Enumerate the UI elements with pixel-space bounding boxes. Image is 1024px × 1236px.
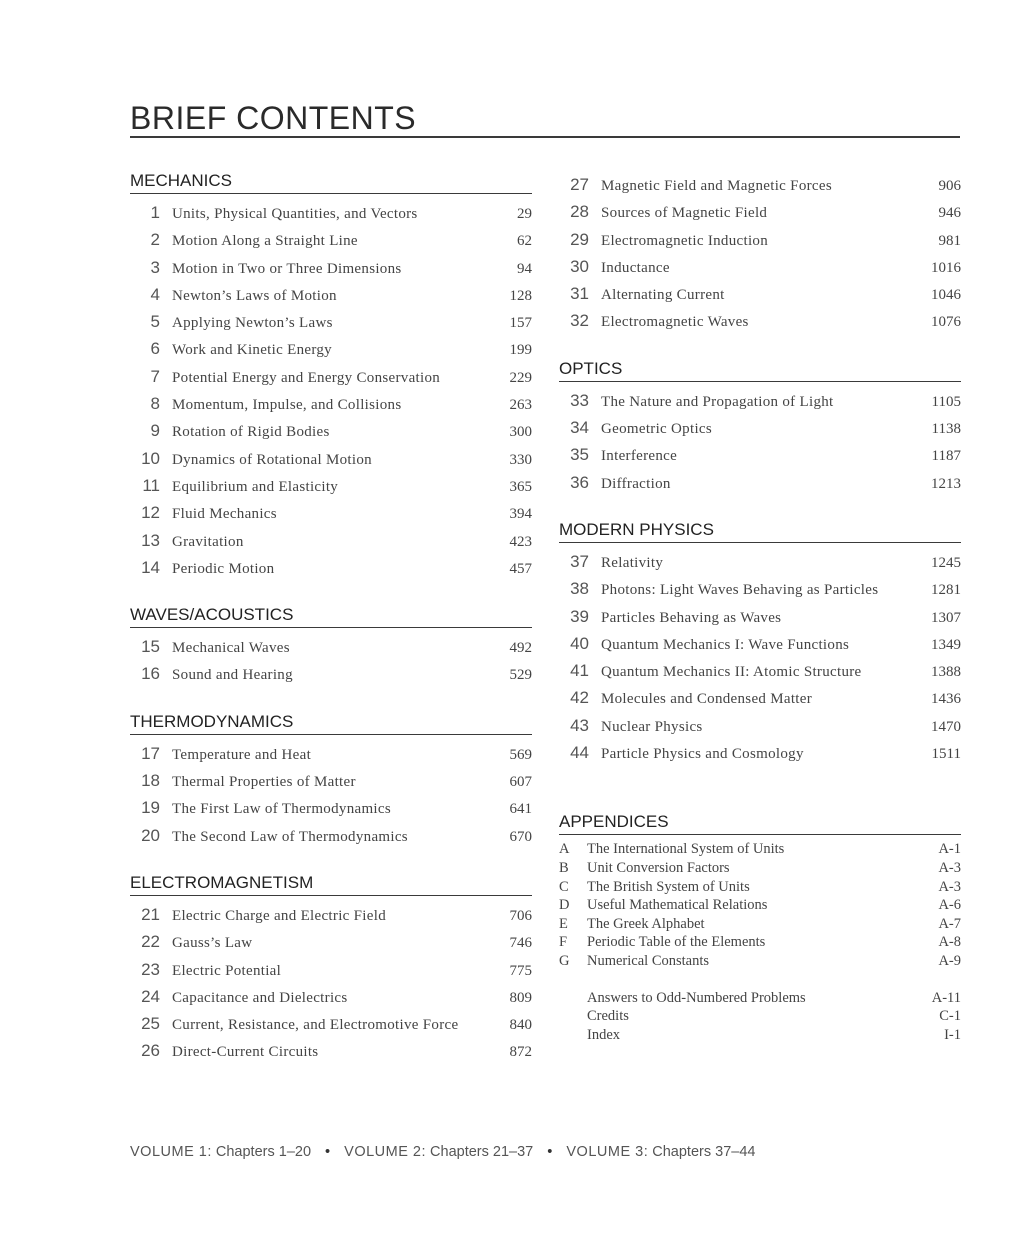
chapter-row xyxy=(130,363,532,390)
section-heading: OPTICS xyxy=(559,359,961,382)
appendix-title: The International System of Units xyxy=(587,841,785,858)
chapter-page: 1245 xyxy=(931,554,961,571)
contents-section xyxy=(130,605,532,688)
chapter-page: 62 xyxy=(517,233,532,250)
chapter-title: Electric Charge and Electric Field xyxy=(172,907,387,924)
chapter-number: 5 xyxy=(150,312,160,332)
chapter-row xyxy=(130,308,532,335)
chapter-number: 32 xyxy=(570,311,589,331)
appendices-section xyxy=(559,812,961,1044)
chapter-row xyxy=(130,794,532,821)
chapter-number: 7 xyxy=(150,366,160,386)
back-matter-row xyxy=(559,1026,961,1045)
chapter-page: 365 xyxy=(509,478,532,495)
chapter-number: 34 xyxy=(570,418,589,438)
chapter-page: 1307 xyxy=(931,609,961,626)
appendix-page: A-3 xyxy=(938,878,961,895)
chapter-row xyxy=(130,901,532,928)
contents-section xyxy=(559,520,961,766)
chapter-number: 6 xyxy=(150,339,160,359)
chapter-row xyxy=(559,198,961,225)
chapter-title: Capacitance and Dielectrics xyxy=(172,989,348,1006)
chapter-page: 529 xyxy=(509,667,532,684)
chapter-title: Electromagnetic Waves xyxy=(601,314,749,331)
chapter-title: Quantum Mechanics I: Wave Functions xyxy=(601,636,850,653)
chapter-number: 20 xyxy=(141,825,160,845)
back-matter-row xyxy=(559,989,961,1008)
chapter-number: 29 xyxy=(570,229,589,249)
chapter-page: 423 xyxy=(509,533,532,550)
right-sections xyxy=(559,171,961,766)
back-matter-page: A-11 xyxy=(931,989,961,1006)
chapter-number: 1 xyxy=(150,203,160,222)
chapter-row xyxy=(559,280,961,307)
appendix-letter: E xyxy=(559,915,568,932)
chapter-page: 330 xyxy=(509,451,532,468)
chapter-number: 38 xyxy=(570,579,589,599)
chapter-row xyxy=(130,226,532,253)
chapter-row xyxy=(559,171,961,198)
chapter-title: Geometric Optics xyxy=(601,421,713,438)
volume-2-label: VOLUME 2: xyxy=(344,1144,427,1160)
chapter-page: 29 xyxy=(517,206,532,222)
chapter-number: 13 xyxy=(141,530,160,550)
chapter-row xyxy=(130,660,532,687)
chapter-page: 670 xyxy=(509,828,532,845)
chapter-page: 641 xyxy=(509,801,532,818)
chapter-row xyxy=(559,739,961,766)
chapter-title: Magnetic Field and Magnetic Forces xyxy=(601,178,832,194)
appendix-page: A-3 xyxy=(938,859,961,876)
chapter-row xyxy=(559,441,961,468)
chapter-number: 19 xyxy=(141,798,160,818)
chapter-number: 26 xyxy=(141,1041,160,1061)
chapter-page: 1388 xyxy=(931,664,961,681)
chapter-title: Mechanical Waves xyxy=(172,640,290,657)
chapter-number: 8 xyxy=(150,394,160,414)
chapter-page: 199 xyxy=(509,342,532,359)
chapter-number: 27 xyxy=(570,175,589,194)
chapter-number: 31 xyxy=(570,284,589,304)
chapter-title: Motion Along a Straight Line xyxy=(172,233,358,250)
chapter-row xyxy=(130,1010,532,1037)
chapter-title: Sound and Hearing xyxy=(172,667,293,684)
appendix-page: A-9 xyxy=(938,952,961,969)
appendix-page: A-8 xyxy=(938,934,961,951)
chapter-page: 1436 xyxy=(931,691,961,708)
chapter-title: Momentum, Impulse, and Collisions xyxy=(172,397,402,414)
chapter-number: 15 xyxy=(141,637,160,657)
chapter-title: Gravitation xyxy=(172,533,244,550)
volume-3-label: VOLUME 3: xyxy=(566,1144,649,1160)
appendix-row xyxy=(559,952,961,971)
chapter-title: Particle Physics and Cosmology xyxy=(601,746,804,763)
chapter-title: The Second Law of Thermodynamics xyxy=(172,828,408,845)
contents-section xyxy=(559,171,961,335)
chapter-row xyxy=(559,307,961,334)
chapter-row xyxy=(559,712,961,739)
chapter-title: Work and Kinetic Energy xyxy=(172,342,332,359)
chapter-page: 569 xyxy=(509,746,532,763)
chapter-title: Rotation of Rigid Bodies xyxy=(172,424,330,441)
bullet-separator: • xyxy=(325,1144,331,1160)
volume-2-range: Chapters 21–37 xyxy=(430,1144,534,1160)
chapter-number: 40 xyxy=(570,633,589,653)
appendix-title: Unit Conversion Factors xyxy=(587,859,730,876)
chapter-row xyxy=(559,387,961,414)
chapter-number: 30 xyxy=(570,256,589,276)
chapter-title: Motion in Two or Three Dimensions xyxy=(172,260,402,277)
chapter-title: Equilibrium and Elasticity xyxy=(172,478,339,495)
chapter-row xyxy=(130,390,532,417)
chapter-page: 809 xyxy=(509,989,532,1006)
chapter-page: 1076 xyxy=(931,314,961,331)
chapter-number: 2 xyxy=(150,230,160,250)
back-matter-row xyxy=(559,1007,961,1026)
volume-1-range: Chapters 1–20 xyxy=(215,1144,312,1160)
appendix-letter: F xyxy=(559,934,568,951)
back-matter-title: Credits xyxy=(587,1008,629,1025)
chapter-row xyxy=(130,740,532,767)
chapter-number: 25 xyxy=(141,1014,160,1034)
chapter-row xyxy=(559,253,961,280)
right-column xyxy=(559,171,961,1068)
chapter-row xyxy=(130,472,532,499)
page-title: BRIEF CONTENTS xyxy=(130,100,417,136)
chapter-number: 14 xyxy=(141,557,160,577)
chapter-row xyxy=(559,657,961,684)
chapter-row xyxy=(130,928,532,955)
chapter-row xyxy=(130,822,532,849)
appendix-row xyxy=(559,878,961,897)
chapter-page: 492 xyxy=(509,640,532,657)
chapter-number: 43 xyxy=(570,715,589,735)
contents-section xyxy=(130,712,532,849)
back-matter-title: Index xyxy=(587,1026,621,1043)
chapter-page: 1213 xyxy=(931,475,961,492)
appendix-letter: B xyxy=(559,859,569,876)
chapter-number: 37 xyxy=(570,551,589,571)
chapter-row xyxy=(130,767,532,794)
appendix-row xyxy=(559,933,961,952)
chapter-title: Particles Behaving as Waves xyxy=(601,609,782,626)
chapter-page: 1349 xyxy=(931,636,961,653)
chapter-title: Photons: Light Waves Behaving as Particles xyxy=(601,582,879,599)
chapter-number: 18 xyxy=(141,771,160,791)
chapter-row xyxy=(130,527,532,554)
appendix-title: Useful Mathematical Relations xyxy=(587,897,768,914)
section-heading: THERMODYNAMICS xyxy=(130,712,532,735)
volume-1-label: VOLUME 1: xyxy=(130,1144,212,1160)
section-heading: ELECTROMAGNETISM xyxy=(130,873,532,896)
chapter-number: 24 xyxy=(141,986,160,1006)
chapter-number: 11 xyxy=(142,475,160,495)
chapter-number: 4 xyxy=(150,284,160,304)
chapter-page: 263 xyxy=(509,397,532,414)
chapter-number: 42 xyxy=(570,688,589,708)
contents-section xyxy=(130,873,532,1065)
chapter-row xyxy=(130,199,532,226)
chapter-page: 1105 xyxy=(931,393,961,410)
back-matter-page: I-1 xyxy=(944,1026,961,1043)
chapter-row xyxy=(559,575,961,602)
appendix-title: Numerical Constants xyxy=(587,952,710,969)
chapter-title: Molecules and Condensed Matter xyxy=(601,691,813,708)
appendix-title: The British System of Units xyxy=(587,878,750,895)
chapter-number: 12 xyxy=(141,503,160,523)
chapter-title: Applying Newton’s Laws xyxy=(172,315,333,332)
appendix-row xyxy=(559,840,961,859)
chapter-title: Temperature and Heat xyxy=(172,746,312,763)
back-matter-page: C-1 xyxy=(939,1008,961,1025)
chapter-page: 1187 xyxy=(931,448,961,465)
chapter-title: Gauss’s Law xyxy=(172,935,253,952)
chapter-page: 229 xyxy=(509,369,532,386)
chapter-page: 746 xyxy=(509,935,532,952)
chapter-number: 36 xyxy=(570,472,589,492)
chapter-page: 128 xyxy=(509,287,532,304)
bullet-separator: • xyxy=(547,1144,553,1160)
chapter-page: 1016 xyxy=(931,259,961,276)
chapter-title: Relativity xyxy=(601,554,664,571)
chapter-row xyxy=(130,956,532,983)
chapter-title: Units, Physical Quantities, and Vectors xyxy=(172,206,418,222)
chapter-number: 23 xyxy=(141,959,160,979)
chapter-page: 1138 xyxy=(931,421,961,438)
chapter-number: 41 xyxy=(570,661,589,681)
chapter-page: 906 xyxy=(938,178,961,194)
chapter-row xyxy=(130,1037,532,1064)
volume-3-range: Chapters 37–44 xyxy=(652,1144,756,1160)
chapter-row xyxy=(130,445,532,472)
contents-section xyxy=(559,359,961,496)
appendix-row xyxy=(559,915,961,934)
chapter-number: 3 xyxy=(150,257,160,277)
chapter-row xyxy=(559,548,961,575)
appendix-letter: G xyxy=(559,952,570,969)
chapter-title: Dynamics of Rotational Motion xyxy=(172,451,372,468)
chapter-row xyxy=(130,554,532,581)
appendices-list xyxy=(559,840,961,970)
chapter-page: 706 xyxy=(509,907,532,924)
contents-section xyxy=(130,171,532,581)
chapter-page: 1281 xyxy=(931,582,961,599)
left-column xyxy=(130,171,532,1089)
chapter-number: 10 xyxy=(141,448,160,468)
chapter-number: 17 xyxy=(141,743,160,763)
chapter-page: 94 xyxy=(517,260,532,277)
chapter-number: 35 xyxy=(570,445,589,465)
volume-footer xyxy=(130,1144,755,1160)
appendix-title: The Greek Alphabet xyxy=(587,915,705,932)
chapter-title: Fluid Mechanics xyxy=(172,506,277,523)
chapter-page: 1470 xyxy=(931,718,961,735)
appendix-letter: A xyxy=(559,841,570,858)
appendices-heading: APPENDICES xyxy=(559,812,961,835)
appendix-page: A-6 xyxy=(938,897,961,914)
back-matter-title: Answers to Odd-Numbered Problems xyxy=(587,989,806,1006)
chapter-title: Electric Potential xyxy=(172,962,282,979)
chapter-title: Nuclear Physics xyxy=(601,718,703,735)
chapter-title: Direct-Current Circuits xyxy=(172,1044,319,1061)
appendix-row xyxy=(559,859,961,878)
section-heading: MECHANICS xyxy=(130,171,532,194)
chapter-number: 39 xyxy=(570,606,589,626)
chapter-number: 28 xyxy=(570,202,589,222)
appendices-extras xyxy=(559,989,961,1045)
chapter-page: 775 xyxy=(509,962,532,979)
chapter-row xyxy=(130,983,532,1010)
appendix-page: A-1 xyxy=(938,841,961,858)
chapter-title: The Nature and Propagation of Light xyxy=(601,393,834,410)
chapter-title: Inductance xyxy=(601,259,670,276)
chapter-number: 9 xyxy=(150,421,160,441)
section-heading: WAVES/ACOUSTICS xyxy=(130,605,532,628)
chapter-page: 946 xyxy=(938,205,961,222)
chapter-title: Potential Energy and Energy Conservation xyxy=(172,369,441,386)
chapter-row xyxy=(130,417,532,444)
appendices-gap xyxy=(559,971,961,989)
chapter-page: 607 xyxy=(509,774,532,791)
chapter-page: 157 xyxy=(509,315,532,332)
chapter-row xyxy=(559,414,961,441)
section-heading: MODERN PHYSICS xyxy=(559,520,961,543)
appendix-title: Periodic Table of the Elements xyxy=(587,934,766,951)
chapter-row xyxy=(130,633,532,660)
appendix-letter: C xyxy=(559,878,569,895)
chapter-number: 16 xyxy=(141,664,160,684)
chapter-title: Alternating Current xyxy=(601,287,725,304)
chapter-number: 21 xyxy=(141,904,160,924)
chapter-page: 457 xyxy=(509,560,532,577)
appendix-row xyxy=(559,896,961,915)
chapter-number: 22 xyxy=(141,932,160,952)
chapter-title: The First Law of Thermodynamics xyxy=(172,801,391,818)
chapter-title: Sources of Magnetic Field xyxy=(601,205,768,222)
title-rule xyxy=(130,136,960,138)
chapter-page: 840 xyxy=(509,1017,532,1034)
chapter-page: 300 xyxy=(509,424,532,441)
chapter-row xyxy=(559,684,961,711)
chapter-page: 872 xyxy=(509,1044,532,1061)
chapter-row xyxy=(559,469,961,496)
chapter-row xyxy=(559,603,961,630)
chapter-title: Quantum Mechanics II: Atomic Structure xyxy=(601,664,862,681)
chapter-title: Electromagnetic Induction xyxy=(601,232,769,249)
chapter-title: Interference xyxy=(601,448,678,465)
chapter-row xyxy=(559,226,961,253)
chapter-row xyxy=(130,499,532,526)
chapter-title: Current, Resistance, and Electromotive Force xyxy=(172,1017,459,1034)
chapter-row xyxy=(130,254,532,281)
chapter-title: Periodic Motion xyxy=(172,560,275,577)
chapter-page: 981 xyxy=(938,232,961,249)
chapter-title: Thermal Properties of Matter xyxy=(172,774,356,791)
chapter-page: 394 xyxy=(509,506,532,523)
appendix-page: A-7 xyxy=(938,915,961,932)
chapter-number: 33 xyxy=(570,390,589,410)
chapter-row xyxy=(130,281,532,308)
chapter-number: 44 xyxy=(570,743,589,763)
chapter-row xyxy=(559,630,961,657)
chapter-page: 1511 xyxy=(931,746,961,763)
chapter-title: Newton’s Laws of Motion xyxy=(172,287,337,304)
appendix-letter: D xyxy=(559,897,570,914)
chapter-page: 1046 xyxy=(931,287,961,304)
chapter-title: Diffraction xyxy=(601,475,671,492)
chapter-row xyxy=(130,335,532,362)
